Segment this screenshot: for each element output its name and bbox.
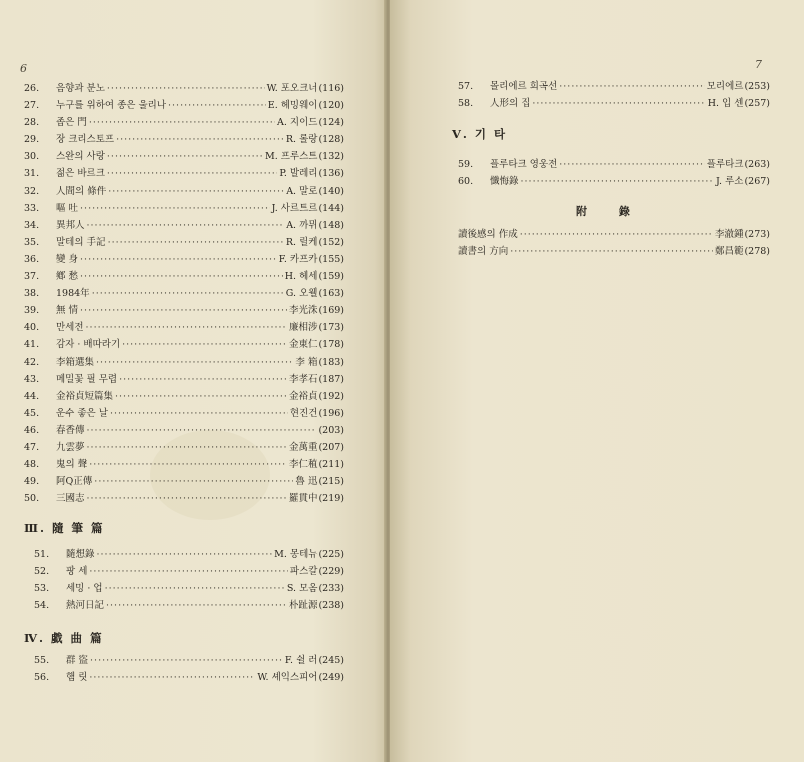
entry-title: 만세전: [56, 322, 84, 334]
leader-dots: [86, 319, 287, 336]
entry-author: P. 발레리: [279, 168, 318, 180]
leader-dots: [80, 200, 270, 217]
entry-number: 31.: [24, 168, 40, 180]
entry-page: (144): [318, 202, 344, 214]
entry-author: S. 모옴: [286, 583, 318, 595]
entry-title: 말테의 手記: [56, 236, 106, 248]
section-heading-other: Ⅴ. 기 타: [452, 127, 508, 141]
entry-author: F. 쉴 러: [284, 655, 318, 666]
leader-dots: [119, 371, 287, 388]
toc-entry: [24, 490, 344, 507]
leader-dots: [94, 473, 293, 490]
leader-dots: [108, 183, 284, 200]
entry-author: H. 헤세: [284, 271, 318, 283]
entry-title: 1984年: [56, 288, 90, 300]
entry-page: (187): [318, 373, 344, 385]
entry-page: (278): [744, 246, 770, 258]
leader-dots: [89, 563, 288, 580]
toc-list-appendix: [458, 226, 770, 260]
entry-author: 金萬重: [288, 441, 318, 453]
entry-number: 41.: [24, 339, 40, 351]
toc-entry: [24, 165, 344, 182]
right-page: [390, 0, 804, 762]
entry-number: 28.: [24, 117, 40, 129]
toc-entry: [24, 80, 344, 97]
toc-entry: [34, 563, 344, 580]
entry-page: (225): [318, 549, 344, 560]
entry-page: (273): [744, 229, 770, 240]
entry-title: 群 盜: [66, 655, 89, 666]
toc-entry: [24, 371, 344, 388]
leader-dots: [90, 652, 283, 669]
entry-title: 異邦人: [56, 219, 85, 231]
entry-page: (152): [318, 236, 344, 248]
leader-dots: [115, 388, 287, 405]
entry-number: 51.: [34, 549, 50, 560]
entry-page: (192): [318, 390, 344, 402]
leader-dots: [107, 80, 265, 97]
leader-dots: [106, 597, 287, 614]
entry-author: A. 말로: [286, 185, 318, 197]
toc-entry: [24, 354, 344, 371]
entry-page: (155): [318, 253, 344, 265]
page-number: 7: [755, 58, 762, 71]
entry-title: 감자 · 배따라기: [56, 339, 121, 351]
entry-author: A. 까뮈: [286, 219, 318, 231]
toc-entry: [24, 285, 344, 302]
toc-entry: [34, 597, 344, 614]
entry-title: 플루타크 영웅전: [490, 159, 558, 170]
entry-page: (148): [318, 219, 344, 231]
toc-list-essay: [34, 546, 344, 614]
entry-title: 장 크리스토프: [56, 134, 115, 146]
entry-title: 隨想錄: [66, 549, 95, 560]
entry-author: J. 사르트르: [271, 202, 318, 214]
page-number: 6: [20, 62, 27, 75]
leader-dots: [80, 268, 283, 285]
entry-number: 49.: [24, 476, 40, 488]
toc-entry: [34, 669, 344, 686]
entry-number: 42.: [24, 356, 40, 368]
entry-page: (116): [318, 83, 344, 94]
toc-entry: [24, 302, 344, 319]
leader-dots: [107, 148, 263, 165]
entry-number: 55.: [34, 655, 50, 666]
entry-author: R. 롤랑: [285, 134, 318, 146]
entry-author: W. 셰익스피어: [257, 672, 318, 684]
leader-dots: [96, 354, 293, 371]
entry-number: 39.: [24, 305, 40, 317]
entry-page: (257): [744, 98, 770, 110]
entry-number: 35.: [24, 236, 40, 248]
entry-number: 56.: [34, 672, 50, 684]
entry-title: 人間의 條件: [56, 185, 107, 197]
toc-entry: [24, 148, 344, 165]
leader-dots: [116, 131, 284, 148]
entry-number: 32.: [24, 185, 40, 197]
appendix-heading: 附 錄: [576, 205, 644, 218]
entry-page: (215): [318, 476, 344, 488]
entry-page: (169): [318, 305, 344, 317]
entry-title: 팡 세: [66, 566, 88, 578]
entry-author: 모리에르: [706, 81, 744, 92]
leader-dots: [559, 78, 704, 95]
entry-author: A. 지이드: [277, 117, 318, 129]
entry-author: 朴趾源: [288, 600, 318, 612]
entry-author: 플루타크: [706, 159, 744, 170]
toc-list-drama-cont: [458, 78, 770, 112]
entry-number: 44.: [24, 390, 40, 402]
toc-entry: [24, 388, 344, 405]
leader-dots: [87, 422, 316, 439]
entry-author: 李 箱: [295, 356, 318, 368]
toc-entry: [24, 200, 344, 217]
entry-page: (196): [318, 407, 344, 419]
entry-number: 43.: [24, 373, 40, 385]
entry-title: 운수 좋은 날: [56, 407, 108, 419]
toc-entry: [458, 173, 770, 190]
entry-page: (136): [318, 168, 344, 180]
toc-entry: [24, 97, 344, 114]
leader-dots: [87, 490, 287, 507]
leader-dots: [110, 405, 288, 422]
leader-dots: [559, 156, 704, 173]
leader-dots: [168, 97, 266, 114]
leader-dots: [107, 165, 278, 182]
entry-number: 47.: [24, 441, 40, 453]
entry-title: 鬼의 聲: [56, 459, 88, 471]
toc-entry: [24, 217, 344, 234]
entry-number: 37.: [24, 271, 40, 283]
entry-page: (211): [318, 459, 344, 471]
entry-number: 59.: [458, 159, 474, 170]
entry-page: (173): [318, 322, 344, 334]
toc-entry: [458, 78, 770, 95]
toc-entry: [34, 652, 344, 669]
leader-dots: [520, 226, 713, 243]
leader-dots: [510, 243, 713, 260]
entry-author: 鄭昌範: [714, 246, 744, 258]
leader-dots: [80, 251, 277, 268]
entry-author: 李光洙: [288, 305, 318, 317]
entry-author: 金東仁: [288, 339, 318, 351]
leader-dots: [97, 546, 273, 563]
entry-page: (263): [744, 159, 770, 170]
toc-entry: [458, 243, 770, 260]
entry-title: 누구를 위하여 종은 울리나: [56, 100, 167, 112]
entry-number: 27.: [24, 100, 40, 112]
toc-entry: [24, 114, 344, 131]
entry-title: 讀書의 方向: [458, 246, 509, 258]
entry-number: 52.: [34, 566, 50, 578]
entry-page: (219): [318, 493, 344, 505]
entry-number: 33.: [24, 202, 40, 214]
entry-page: (249): [318, 672, 344, 684]
entry-number: 26.: [24, 83, 40, 94]
entry-number: 57.: [458, 81, 474, 92]
entry-title: 讀後感의 作成: [458, 229, 518, 240]
toc-entry: [24, 336, 344, 353]
entry-author: E. 헤밍웨이: [267, 100, 318, 112]
entry-page: (183): [318, 356, 344, 368]
leader-dots: [89, 669, 255, 686]
entry-author: 파스칼: [289, 566, 318, 578]
entry-title: 變 身: [56, 253, 79, 265]
entry-page: (124): [318, 117, 344, 129]
entry-author: W. 포오크너: [266, 83, 318, 94]
entry-author: 羅貫中: [288, 493, 318, 505]
toc-entry: [24, 439, 344, 456]
toc-entry: [34, 580, 344, 597]
entry-page: (245): [318, 655, 344, 666]
entry-page: (203): [318, 424, 344, 436]
entry-number: 46.: [24, 424, 40, 436]
entry-title: 세밍 · 업: [66, 583, 103, 595]
entry-title: 三國志: [56, 493, 85, 505]
entry-number: 40.: [24, 322, 40, 334]
leader-dots: [122, 336, 287, 353]
entry-page: (178): [318, 339, 344, 351]
entry-number: 60.: [458, 176, 474, 188]
toc-entry: [24, 251, 344, 268]
entry-author: M. 프루스트: [264, 151, 318, 163]
entry-number: 45.: [24, 407, 40, 419]
entry-title: 젊은 바르크: [56, 168, 105, 180]
entry-page: (238): [318, 600, 344, 612]
entry-page: (267): [744, 176, 770, 188]
entry-author: F. 카프카: [278, 253, 318, 265]
entry-page: (163): [318, 288, 344, 300]
entry-title: 懺悔錄: [490, 176, 519, 188]
entry-number: 48.: [24, 459, 40, 471]
leader-dots: [521, 173, 714, 190]
entry-page: (207): [318, 441, 344, 453]
entry-number: 36.: [24, 253, 40, 265]
entry-title: 몰리에르 희곡선: [490, 81, 558, 92]
entry-title: 熱河日記: [66, 600, 105, 612]
toc-entry: [24, 234, 344, 251]
entry-number: 58.: [458, 98, 474, 110]
entry-page: (233): [318, 583, 344, 595]
toc-list-other: [458, 156, 770, 190]
toc-entry: [24, 473, 344, 490]
leader-dots: [89, 114, 275, 131]
entry-title: 李箱選集: [56, 356, 95, 368]
entry-title: 鄕 愁: [56, 271, 79, 283]
toc-entry: [24, 422, 344, 439]
entry-author: 魯 迅: [295, 476, 318, 488]
entry-title: 春香傳: [56, 424, 85, 436]
entry-number: 34.: [24, 219, 40, 231]
entry-page: (229): [318, 566, 344, 578]
toc-entry: [24, 131, 344, 148]
leader-dots: [92, 285, 284, 302]
entry-number: 38.: [24, 288, 40, 300]
entry-title: 햄 릿: [66, 672, 88, 684]
entry-author: R. 릴케: [285, 236, 318, 248]
entry-number: 29.: [24, 134, 40, 146]
toc-list-drama: [34, 652, 344, 686]
entry-number: 50.: [24, 493, 40, 505]
section-heading-drama: Ⅳ. 戱 曲 篇: [24, 631, 104, 645]
leader-dots: [80, 302, 287, 319]
leader-dots: [105, 580, 285, 597]
entry-page: (132): [318, 151, 344, 163]
toc-entry: [458, 226, 770, 243]
entry-author: G. 오웰: [285, 288, 318, 300]
entry-author: 廉相涉: [288, 322, 318, 334]
toc-entry: [24, 183, 344, 200]
toc-entry: [24, 319, 344, 336]
entry-title: 음향과 분노: [56, 83, 105, 94]
entry-number: 30.: [24, 151, 40, 163]
leader-dots: [108, 234, 284, 251]
entry-title: 人形의 집: [490, 98, 531, 110]
entry-title: 阿Q正傳: [56, 476, 93, 488]
entry-number: 54.: [34, 600, 50, 612]
entry-number: 53.: [34, 583, 50, 595]
toc-entry: [458, 156, 770, 173]
toc-entry: [34, 546, 344, 563]
entry-title: 메밀꽃 필 무렵: [56, 373, 118, 385]
entry-page: (253): [744, 81, 770, 92]
entry-page: (159): [318, 271, 344, 283]
entry-author: H. 입 센: [707, 98, 744, 110]
leader-dots: [89, 456, 287, 473]
entry-page: (128): [318, 134, 344, 146]
entry-page: (120): [318, 100, 344, 112]
entry-title: 九雲夢: [56, 441, 85, 453]
entry-author: 李仁稙: [288, 459, 318, 471]
toc-entry: [458, 95, 770, 112]
entry-title: 좁은 門: [56, 117, 87, 129]
entry-author: 현진건: [289, 407, 318, 419]
toc-list-fiction: [24, 80, 344, 507]
entry-author: J. 루소: [715, 176, 744, 188]
section-heading-essay: Ⅲ. 隨 筆 篇: [24, 521, 105, 535]
toc-entry: [24, 268, 344, 285]
entry-page: (140): [318, 185, 344, 197]
entry-author: 金裕貞: [288, 390, 318, 402]
entry-title: 스완의 사랑: [56, 151, 105, 163]
entry-author: 李孝石: [288, 373, 318, 385]
toc-entry: [24, 456, 344, 473]
toc-entry: [24, 405, 344, 422]
leader-dots: [87, 217, 285, 234]
entry-author: M. 몽테뉴: [274, 549, 318, 560]
entry-title: 嘔 吐: [56, 202, 79, 214]
leader-dots: [87, 439, 287, 456]
leader-dots: [532, 95, 705, 112]
entry-title: 金裕貞短篇集: [56, 390, 114, 402]
entry-author: 李澈鍾: [714, 229, 744, 240]
entry-title: 無 情: [56, 305, 79, 317]
left-page: [0, 0, 390, 762]
